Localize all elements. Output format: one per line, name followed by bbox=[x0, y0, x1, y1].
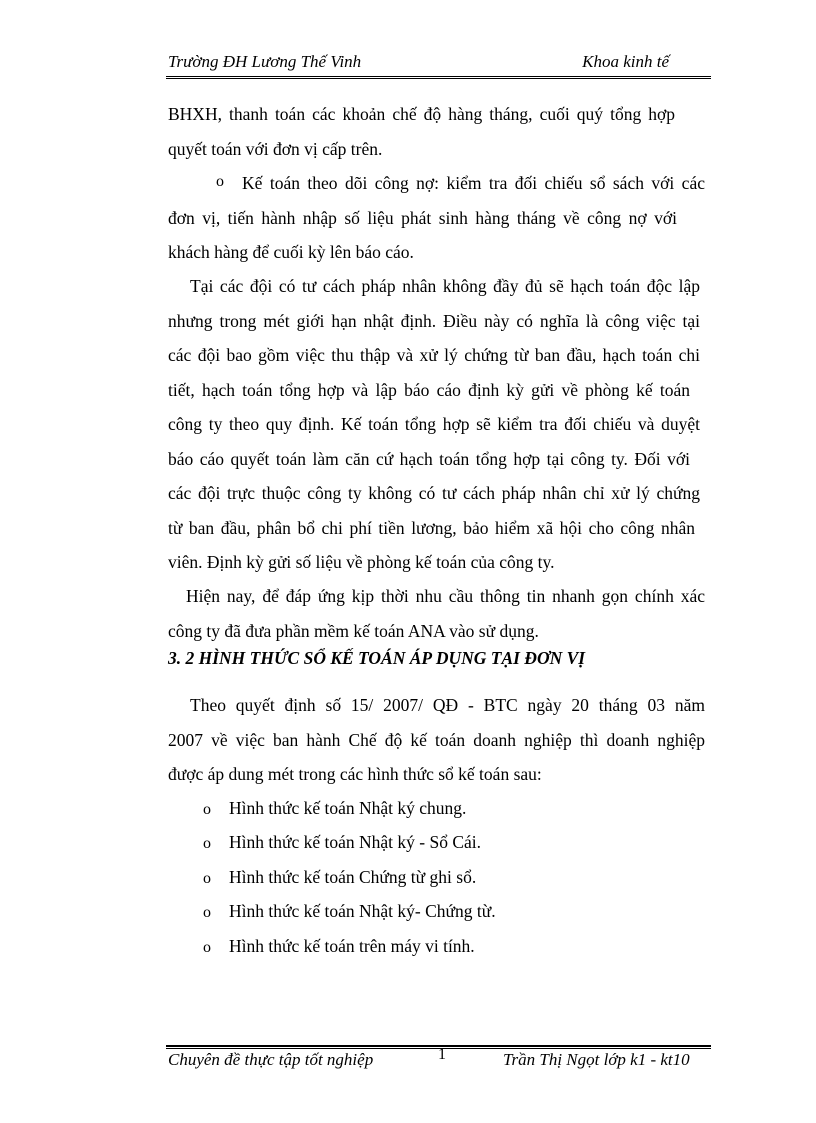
text-line: 2007 về việc ban hành Chế độ kế toán doanh nghiệp thì doanh nghiệp bbox=[168, 730, 705, 750]
text-line: khách hàng để cuối kỳ lên báo cáo. bbox=[168, 242, 414, 262]
text-line: các đội bao gồm việc thu thập và xử lý chứng từ ban đầu, hạch toán chi bbox=[168, 345, 700, 365]
list-item-text: Hình thức kế toán Nhật ký- Chứng từ. bbox=[229, 901, 496, 921]
text-line: viên. Định kỳ gửi số liệu về phòng kế toán của công ty. bbox=[168, 552, 555, 572]
text-line: đơn vị, tiến hành nhập số liệu phát sinh hàng tháng về công nợ với bbox=[168, 208, 677, 228]
footer-title: Chuyên đề thực tập tốt nghiệp bbox=[168, 1050, 374, 1069]
page-header bbox=[166, 52, 711, 77]
footer-author: Trần Thị Ngọt lớp k1 - kt10 bbox=[503, 1050, 690, 1069]
page-number: 1 bbox=[438, 1046, 446, 1063]
text-line: Kế toán theo dõi công nợ: kiểm tra đối chiếu sổ sách với các bbox=[242, 173, 705, 193]
list-item-text: Hình thức kế toán Nhật ký chung. bbox=[229, 798, 467, 818]
header-faculty: Khoa kinh tế bbox=[582, 52, 669, 71]
text-line: báo cáo quyết toán làm căn cứ hạch toán tổng hợp tại công ty. Đối với bbox=[168, 449, 690, 469]
bullet-marker: o bbox=[203, 939, 211, 956]
bullet-debt-first-line bbox=[216, 173, 705, 194]
bullet-marker: o bbox=[203, 801, 211, 818]
text-line: Hiện nay, để đáp ứng kịp thời nhu cầu thông tin nhanh gọn chính xác bbox=[186, 586, 705, 606]
text-line: BHXH, thanh toán các khoản chế độ hàng tháng, cuối quý tổng hợp bbox=[168, 104, 675, 124]
text-line: tiết, hạch toán tổng hợp và lập báo cáo định kỳ gửi về phòng kế toán bbox=[168, 380, 690, 400]
text-line: quyết toán với đơn vị cấp trên. bbox=[168, 139, 383, 159]
header-rule bbox=[166, 78, 711, 79]
text-line: Tại các đội có tư cách pháp nhân không đầy đủ sẽ hạch toán độc lập bbox=[190, 276, 700, 296]
text-line: công ty đã đưa phần mềm kế toán ANA vào sử dụng. bbox=[168, 621, 539, 641]
text-line: được áp dung mét trong các hình thức sổ kế toán sau: bbox=[168, 764, 542, 784]
list-item bbox=[203, 832, 481, 853]
list-item-text: Hình thức kế toán trên máy vi tính. bbox=[229, 936, 475, 956]
list-item bbox=[203, 936, 475, 957]
header-school: Trường ĐH Lương Thế Vinh bbox=[168, 52, 362, 71]
section-heading: 3. 2 HÌNH THỨC SỔ KẾ TOÁN ÁP DỤNG TẠI ĐƠN VỊ bbox=[168, 648, 586, 668]
bullet-marker: o bbox=[203, 904, 211, 921]
text-line: công ty theo quy định. Kế toán tổng hợp sẽ kiểm tra đối chiếu và duyệt bbox=[168, 414, 700, 434]
bullet-marker: o bbox=[203, 870, 211, 887]
list-item bbox=[203, 798, 466, 819]
list-item-text: Hình thức kế toán Nhật ký - Sổ Cái. bbox=[229, 832, 482, 852]
bullet-marker: o bbox=[216, 173, 224, 190]
list-item bbox=[203, 901, 496, 922]
text-line: Theo quyết định số 15/ 2007/ QĐ - BTC ngày 20 tháng 03 năm bbox=[190, 695, 705, 715]
text-line: từ ban đầu, phân bổ chi phí tiền lương, bảo hiểm xã hội cho công nhân bbox=[168, 518, 695, 538]
text-line: các đội trực thuộc công ty không có tư cách pháp nhân chỉ xử lý chứng bbox=[168, 483, 700, 503]
list-item bbox=[203, 867, 476, 888]
list-item-text: Hình thức kế toán Chứng từ ghi sổ. bbox=[229, 867, 477, 887]
bullet-marker: o bbox=[203, 835, 211, 852]
text-line: nhưng trong mét giới hạn nhật định. Điều này có nghĩa là công việc tại bbox=[168, 311, 700, 331]
